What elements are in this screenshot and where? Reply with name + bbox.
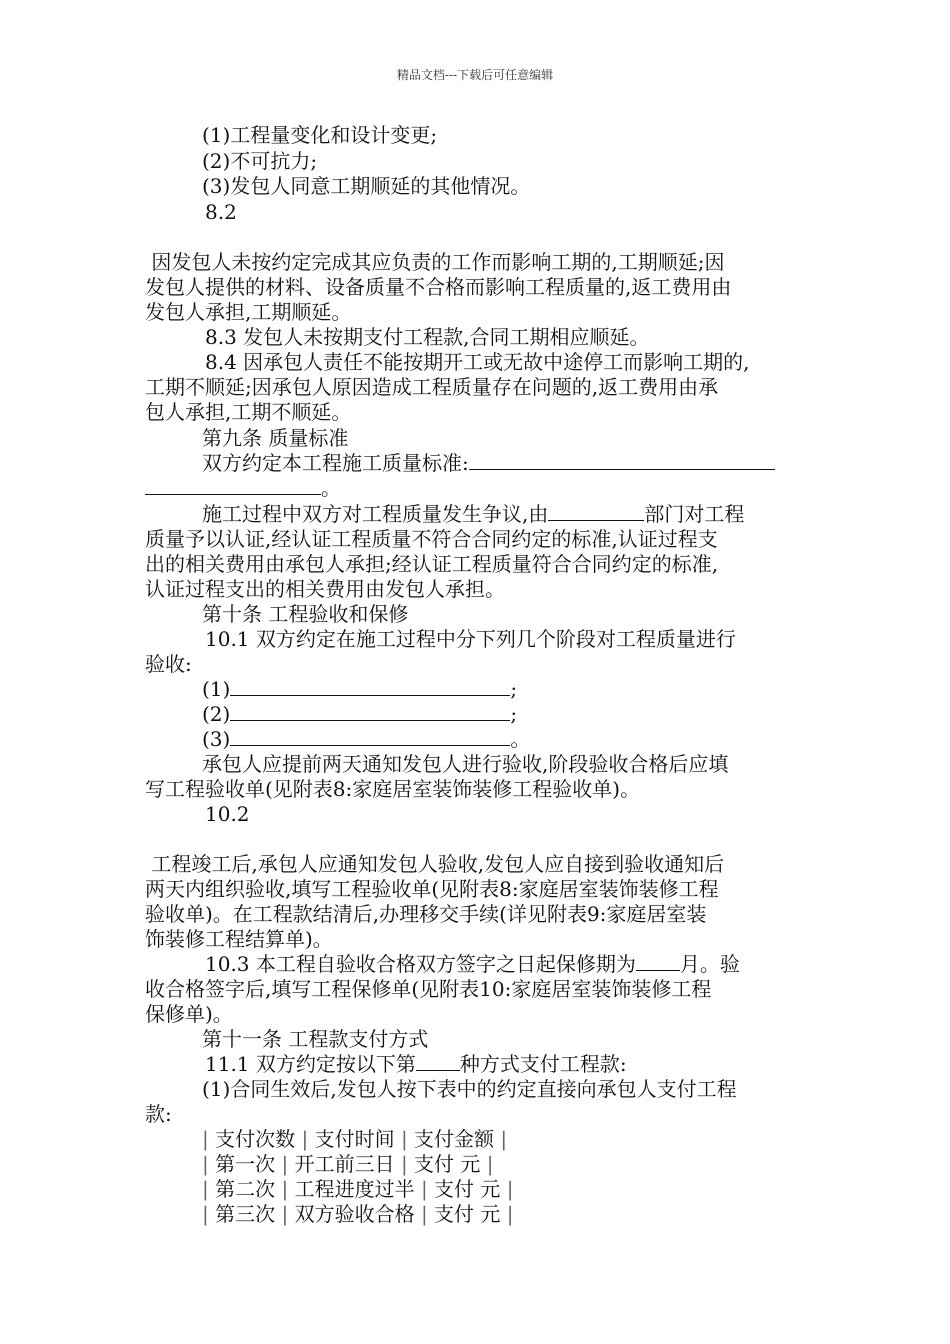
table-cell: 支付 元 bbox=[434, 1177, 501, 1201]
table-cell: 支付金额 bbox=[414, 1127, 495, 1151]
dispute-line bbox=[202, 502, 744, 527]
stage-end: ; bbox=[510, 702, 518, 726]
para-line: 收合格签字后,填写工程保修单(见附表10:家庭居室装饰装修工程 bbox=[145, 977, 712, 1001]
table-row: | 第一次 | 开工前三日 | 支付 元 | bbox=[202, 1152, 494, 1176]
para-line: 验收单)。在工程款结清后,办理移交手续(详见附表9:家庭居室装 bbox=[145, 902, 707, 926]
stage-number: (2) bbox=[202, 702, 231, 726]
table-cell: 第一次 bbox=[215, 1152, 276, 1176]
table-cell: 双方验收合格 bbox=[294, 1202, 415, 1226]
quality-standard-label: 双方约定本工程施工质量标准: bbox=[202, 451, 469, 475]
stage-end: 。 bbox=[510, 727, 531, 751]
stage-item bbox=[202, 677, 517, 702]
para-line: 款: bbox=[145, 1102, 172, 1126]
stage-number: (3) bbox=[202, 727, 231, 751]
table-cell: 支付 元 bbox=[434, 1202, 501, 1226]
payment-method-blank bbox=[416, 1052, 460, 1071]
warranty-text-end: 月。验 bbox=[679, 952, 740, 976]
para-line: 工期不顺延;因承包人原因造成工程质量存在问题的,返工费用由承 bbox=[145, 375, 719, 399]
payment-text-end: 种方式支付工程款: bbox=[459, 1052, 627, 1076]
table-cell: 第二次 bbox=[215, 1177, 276, 1201]
para-line: 发包人承担,工期顺延。 bbox=[145, 300, 352, 324]
table-cell: 第三次 bbox=[215, 1202, 276, 1226]
table-row: | 支付次数 | 支付时间 | 支付金额 | bbox=[202, 1127, 508, 1151]
para-line: (2)不可抗力; bbox=[202, 149, 318, 173]
table-cell: 工程进度过半 bbox=[294, 1177, 415, 1201]
stage-item bbox=[202, 727, 530, 752]
warranty-text: 10.3 本工程自验收合格双方签字之日起保修期为 bbox=[205, 952, 636, 976]
table-cell: 支付 元 bbox=[414, 1152, 481, 1176]
para-line: 8.3 发包人未按期支付工程款,合同工期相应顺延。 bbox=[205, 325, 650, 349]
dispute-text-end: 部门对工程 bbox=[644, 502, 745, 526]
para-line: 承包人应提前两天通知发包人进行验收,阶段验收合格后应填 bbox=[202, 752, 729, 776]
stage-item bbox=[202, 702, 517, 727]
para-line: (1)合同生效后,发包人按下表中的约定直接向承包人支付工程 bbox=[202, 1077, 737, 1101]
para-line: 保修单)。 bbox=[145, 1002, 233, 1026]
para-line: 工程竣工后,承包人应通知发包人验收,发包人应自接到验收通知后 bbox=[145, 852, 725, 876]
section-number: 8.2 bbox=[205, 200, 237, 224]
para-line: 饰装修工程结算单)。 bbox=[145, 927, 333, 951]
article-heading: 第十一条 工程款支付方式 bbox=[202, 1027, 429, 1051]
warranty-line bbox=[205, 952, 740, 977]
warranty-months-blank bbox=[636, 952, 680, 971]
period-mark: 。 bbox=[321, 476, 341, 500]
quality-standard-cont bbox=[145, 476, 341, 501]
quality-standard-line bbox=[202, 451, 775, 476]
stage-blank bbox=[230, 677, 510, 696]
table-row: | 第二次 | 工程进度过半 | 支付 元 | bbox=[202, 1177, 514, 1201]
para-line: 写工程验收单(见附表8:家庭居室装饰装修工程验收单)。 bbox=[145, 777, 641, 801]
table-cell: 开工前三日 bbox=[294, 1152, 395, 1176]
para-line: 包人承担,工期不顺延。 bbox=[145, 400, 352, 424]
para-line: 发包人提供的材料、设备质量不合格而影响工程质量的,返工费用由 bbox=[145, 275, 732, 299]
table-cell: 支付时间 bbox=[314, 1127, 395, 1151]
article-heading: 第十条 工程验收和保修 bbox=[202, 602, 409, 626]
para-line: 10.1 双方约定在施工过程中分下列几个阶段对工程质量进行 bbox=[205, 627, 736, 651]
table-cell: 支付次数 bbox=[215, 1127, 296, 1151]
para-line: 出的相关费用由承包人承担;经认证工程质量符合合同约定的标准, bbox=[145, 552, 719, 576]
stage-blank bbox=[230, 727, 510, 746]
page-header: 精品文档---下载后可任意编辑 bbox=[396, 68, 554, 82]
payment-method-line bbox=[205, 1052, 627, 1077]
stage-end: ; bbox=[510, 677, 518, 701]
para-line: 认证过程支出的相关费用由发包人承担。 bbox=[145, 577, 505, 601]
para-line: 验收: bbox=[145, 652, 192, 676]
payment-text: 11.1 双方约定按以下第 bbox=[205, 1052, 416, 1076]
table-row: | 第三次 | 双方验收合格 | 支付 元 | bbox=[202, 1202, 514, 1226]
stage-blank bbox=[230, 702, 510, 721]
section-number: 10.2 bbox=[205, 802, 250, 826]
quality-standard-blank-cont bbox=[145, 476, 321, 495]
para-line: 因发包人未按约定完成其应负责的工作而影响工期的,工期顺延;因 bbox=[145, 250, 725, 274]
article-heading: 第九条 质量标准 bbox=[202, 426, 349, 450]
para-line: 8.4 因承包人责任不能按期开工或无故中途停工而影响工期的, bbox=[205, 350, 750, 374]
para-line: (3)发包人同意工期顺延的其他情况。 bbox=[202, 174, 531, 198]
para-line: (1)工程量变化和设计变更; bbox=[202, 123, 438, 147]
department-blank bbox=[548, 502, 644, 521]
para-line: 质量予以认证,经认证工程质量不符合合同约定的标准,认证过程支 bbox=[145, 527, 718, 551]
dispute-text: 施工过程中双方对工程质量发生争议,由 bbox=[202, 502, 549, 526]
quality-standard-blank bbox=[469, 451, 775, 470]
stage-number: (1) bbox=[202, 677, 231, 701]
para-line: 两天内组织验收,填写工程验收单(见附表8:家庭居室装饰装修工程 bbox=[145, 877, 719, 901]
